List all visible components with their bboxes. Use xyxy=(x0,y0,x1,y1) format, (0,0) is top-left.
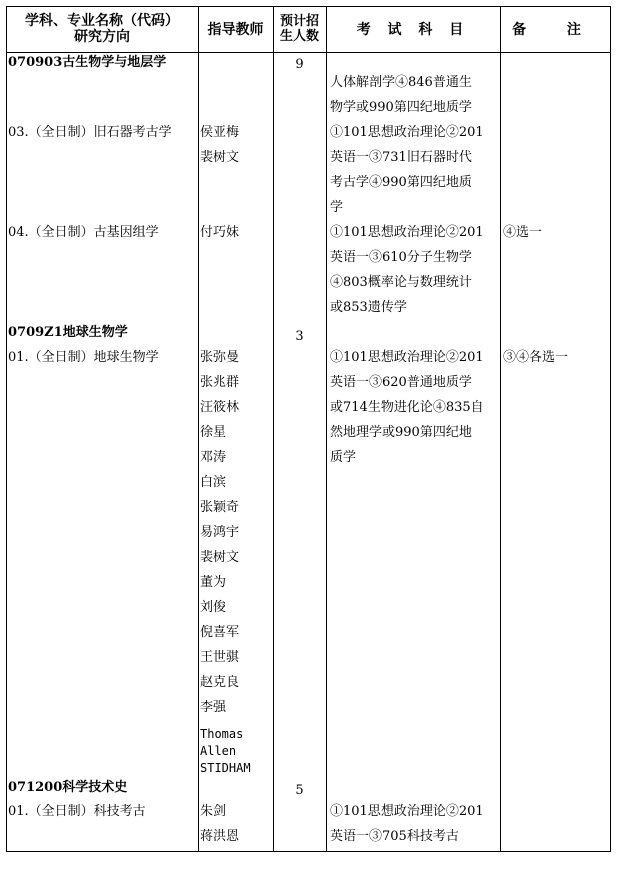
subject-title: 0709Z1地球生物学 xyxy=(8,325,128,340)
col-border-2 xyxy=(273,6,274,852)
advisor-name-part: Thomas xyxy=(200,727,244,741)
advisor-name: 赵克良 xyxy=(200,675,240,690)
advisor-name: 董为 xyxy=(200,575,227,590)
header-quota xyxy=(273,6,326,52)
exam-line: 然地理学或990第四纪地 xyxy=(330,425,472,440)
exam-subjects-cell xyxy=(330,70,472,120)
header-exam: 考 试 科 目 xyxy=(356,22,470,38)
subject-title: 071200科学技术史 xyxy=(8,780,128,795)
advisor-name: 裴树文 xyxy=(200,550,240,565)
header-subject xyxy=(6,6,198,52)
exam-line: ①101思想政治理论②201 xyxy=(330,125,484,140)
note-cell: ④选一 xyxy=(503,225,543,240)
advisor-name-part: Allen xyxy=(200,744,237,758)
col-border-right xyxy=(610,6,611,852)
note-cell: ③④各选一 xyxy=(503,350,569,365)
research-direction: 01.（全日制）科技考古 xyxy=(8,804,146,819)
exam-line: 或714生物进化论④835自 xyxy=(330,400,484,415)
exam-line: 考古学④990第四纪地质 xyxy=(330,175,472,190)
admissions-table xyxy=(6,6,611,852)
research-direction: 04.（全日制）古基因组学 xyxy=(8,225,159,240)
header-subject-line1: 学科、专业名称（代码） xyxy=(25,13,179,29)
quota-value: 9 xyxy=(295,57,304,72)
exam-line: ①101思想政治理论②201 xyxy=(330,804,484,819)
advisor-name: 张弥曼 xyxy=(200,350,240,365)
research-direction: 01.（全日制）地球生物学 xyxy=(8,350,159,365)
exam-subjects-cell xyxy=(330,799,484,849)
exam-subjects-cell xyxy=(330,120,484,220)
advisor-list xyxy=(200,120,239,170)
exam-line: ④803概率论与数理统计 xyxy=(330,275,472,290)
col-border-3 xyxy=(326,6,327,852)
col-border-left xyxy=(6,6,7,852)
exam-line: 英语一③705科技考古 xyxy=(330,829,459,844)
advisor-list xyxy=(200,220,239,245)
advisor-name: 刘俊 xyxy=(200,600,227,615)
advisor-name: 李强 xyxy=(200,700,227,715)
exam-line: 学 xyxy=(330,200,344,215)
header-subject-line2: 研究方向 xyxy=(74,29,130,45)
advisor-name: 张颖奇 xyxy=(200,500,240,515)
col-border-4 xyxy=(500,6,501,852)
advisor-name: 张兆群 xyxy=(200,375,240,390)
exam-subjects-cell xyxy=(330,345,484,470)
exam-line: 物学或990第四纪地质学 xyxy=(330,100,472,115)
exam-line: 人体解剖学④846普通生 xyxy=(330,75,472,90)
advisor-list xyxy=(200,345,239,720)
research-direction: 03.（全日制）旧石器考古学 xyxy=(8,125,172,140)
exam-line: ①101思想政治理论②201 xyxy=(330,350,484,365)
advisor-name-latin xyxy=(200,726,251,777)
advisor-name: 蒋洪恩 xyxy=(200,829,240,844)
quota-value: 5 xyxy=(295,783,304,798)
exam-line: 英语一③610分子生物学 xyxy=(330,250,472,265)
advisor-name: 倪喜军 xyxy=(200,625,240,640)
advisor-name: 付巧妹 xyxy=(200,225,240,240)
exam-line: 质学 xyxy=(330,450,357,465)
advisor-name: 裴树文 xyxy=(200,150,240,165)
advisor-name: 易鸿宇 xyxy=(200,525,240,540)
advisor-name: 白滨 xyxy=(200,475,227,490)
table-bottom-border xyxy=(6,851,611,852)
header-notes: 备 注 xyxy=(512,22,599,38)
exam-subjects-cell xyxy=(330,220,484,320)
subject-title: 070903古生物学与地层学 xyxy=(8,55,167,70)
header-advisor: 指导教师 xyxy=(207,22,264,38)
col-border-1 xyxy=(198,6,199,852)
advisor-name: 徐星 xyxy=(200,425,227,440)
advisor-name: 邓涛 xyxy=(200,450,227,465)
header-quota-line2: 生人数 xyxy=(279,29,319,44)
quota-value: 3 xyxy=(295,329,304,344)
exam-line: 英语一③620普通地质学 xyxy=(330,375,472,390)
advisor-name: 朱剑 xyxy=(200,804,227,819)
advisor-name: 汪筱林 xyxy=(200,400,240,415)
advisor-name: 王世骐 xyxy=(200,650,240,665)
advisor-name: 侯亚梅 xyxy=(200,125,240,140)
advisor-name-part: STIDHAM xyxy=(200,761,251,775)
header-quota-line1: 预计招 xyxy=(279,14,319,29)
exam-line: ①101思想政治理论②201 xyxy=(330,225,484,240)
exam-line: 英语一③731旧石器时代 xyxy=(330,150,472,165)
advisor-list xyxy=(200,799,239,849)
exam-line: 或853遗传学 xyxy=(330,300,407,315)
